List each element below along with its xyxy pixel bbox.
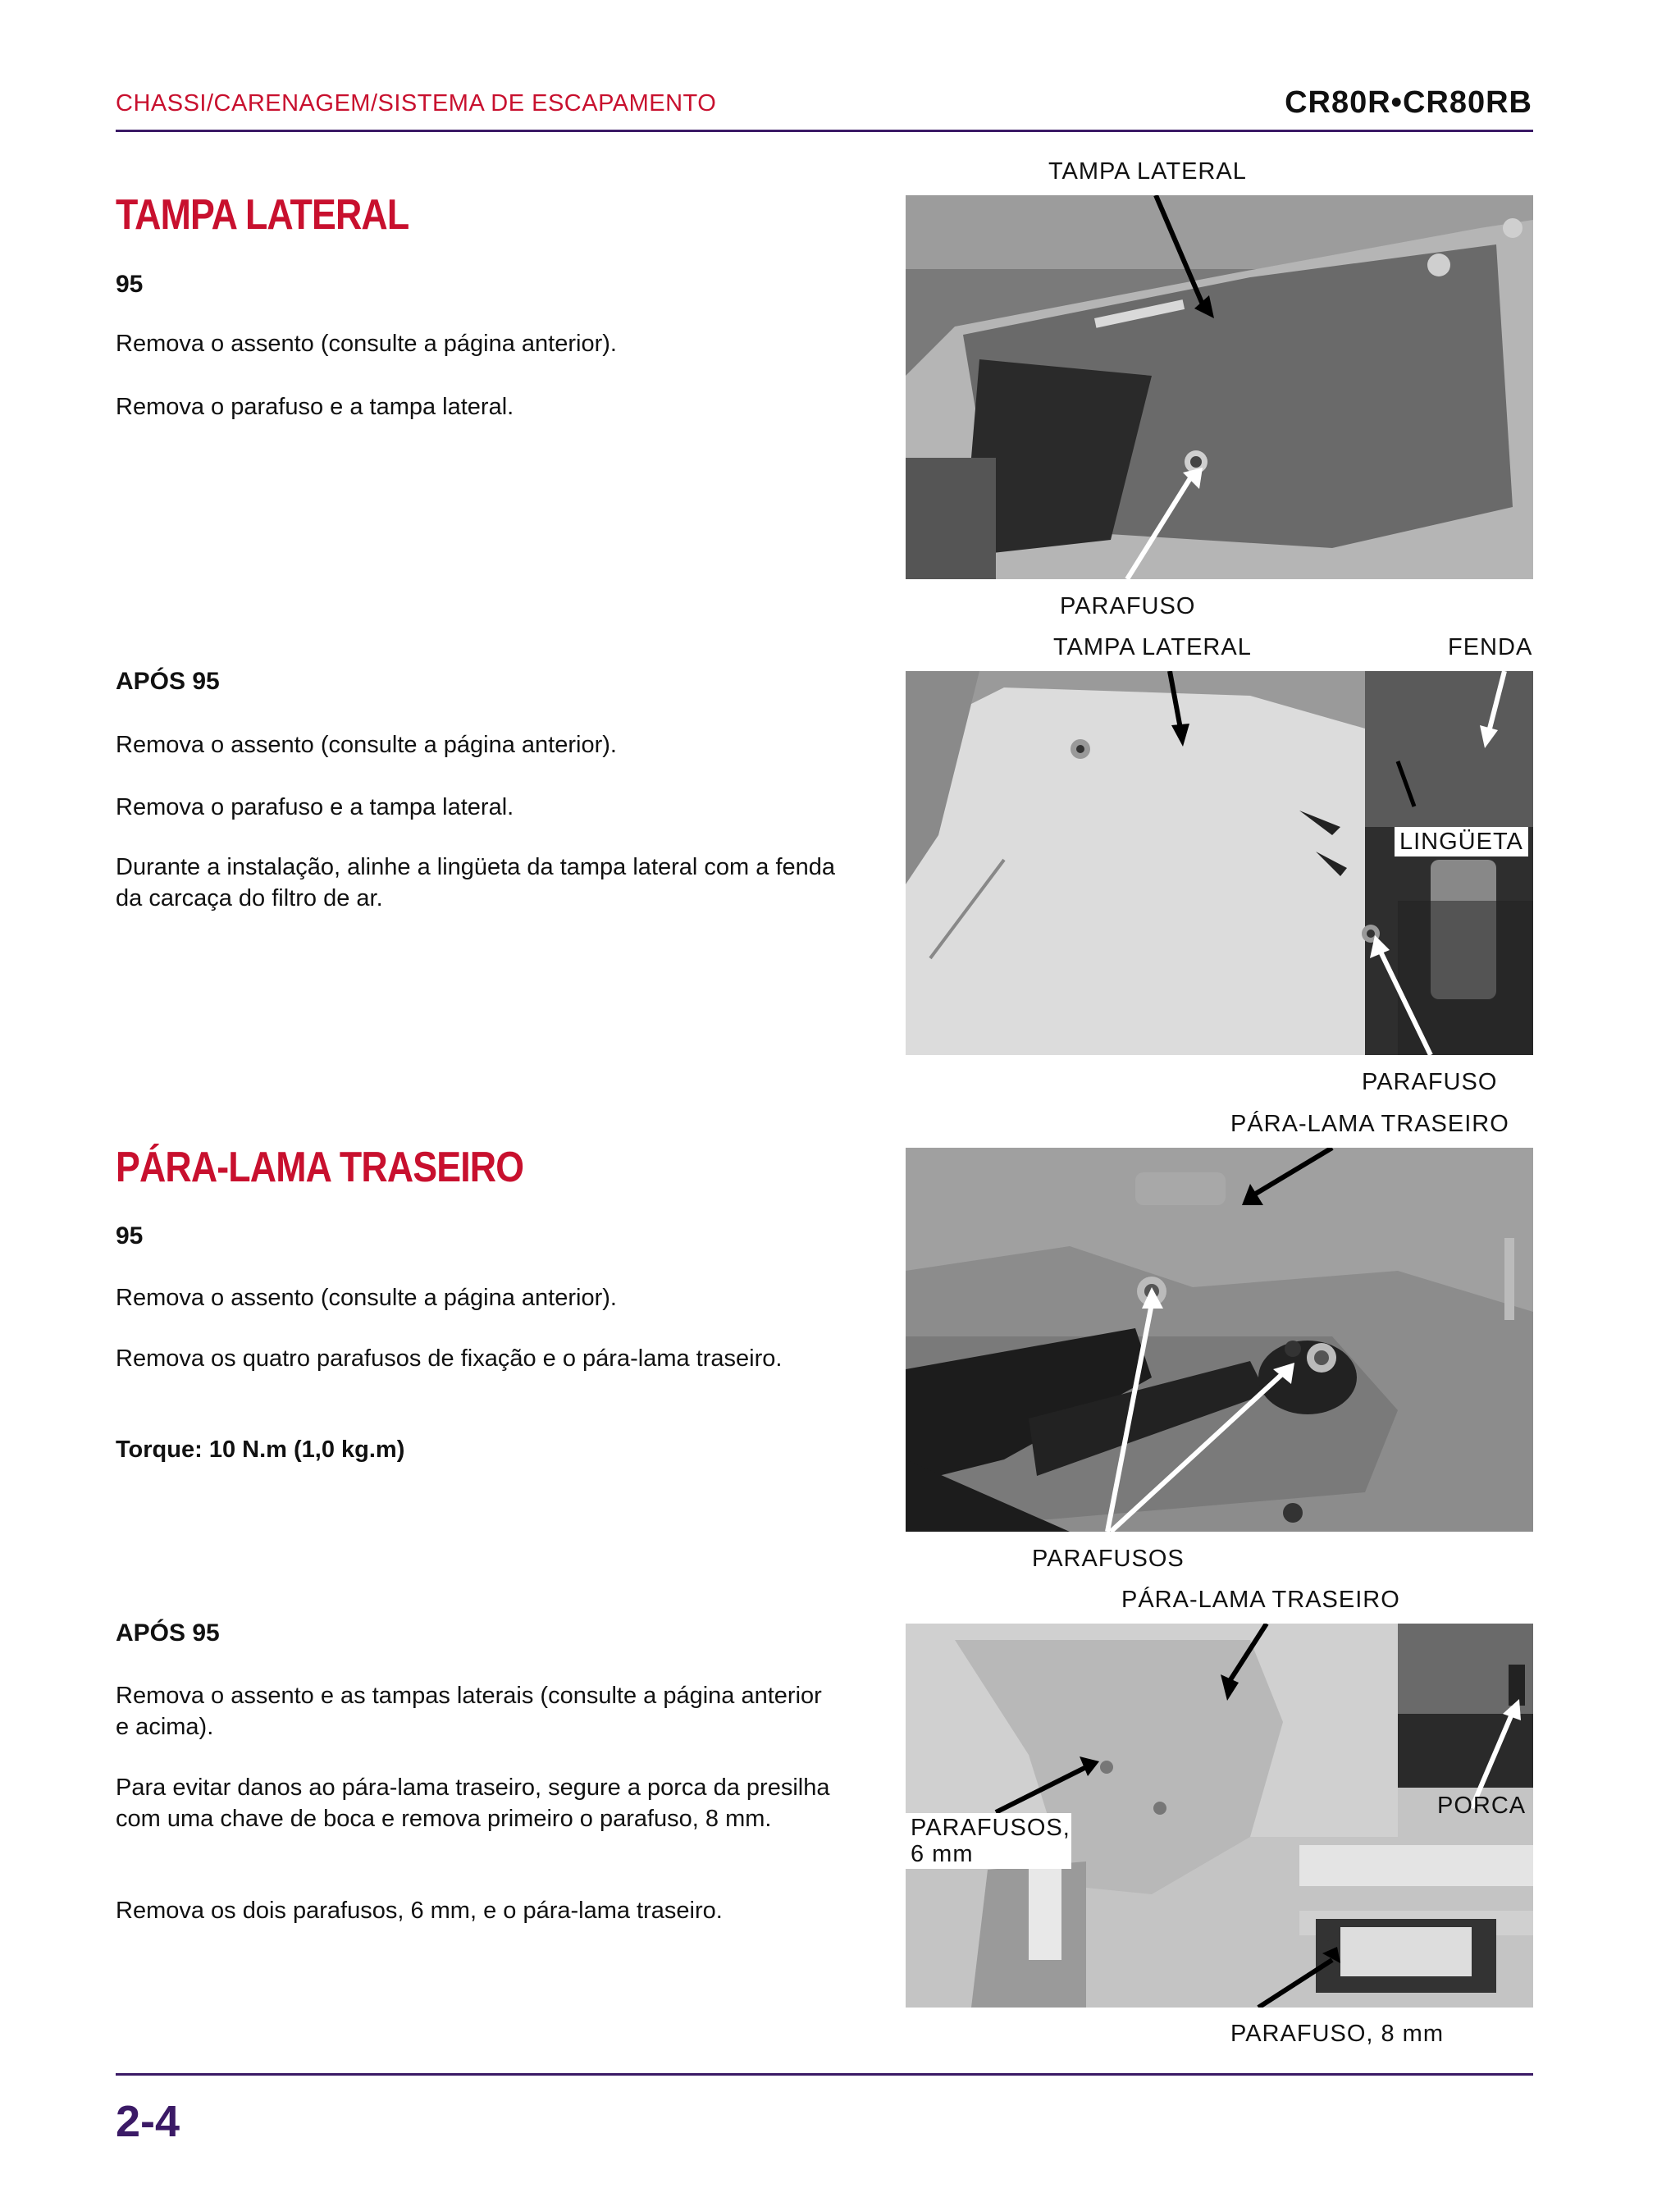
instruction-paragraph: Remova o assento (consulte a página anterior). <box>116 331 617 357</box>
photo-side-cover-2 <box>906 671 1533 1055</box>
figure-label: PÁRA-LAMA TRASEIRO <box>1230 1111 1509 1137</box>
block-subtitle: 95 <box>116 1222 144 1249</box>
instruction-paragraph: Remova o assento (consulte a página anterior). <box>116 732 617 758</box>
figure-label: PARAFUSO <box>1060 593 1196 619</box>
torque-spec: Torque: 10 N.m (1,0 kg.m) <box>116 1437 405 1463</box>
instruction-paragraph: Durante a instalação, alinhe a lingüeta da tampa lateral com a fenda da carcaça do filtro de ar. <box>116 854 836 911</box>
block-subtitle: APÓS 95 <box>116 1619 220 1647</box>
figure-label: PARAFUSOS <box>1032 1546 1185 1572</box>
instruction-paragraph: Remova o assento e as tampas laterais (consulte a página anterior e acima). <box>116 1683 822 1740</box>
section-title-tampa-lateral: TAMPA LATERAL <box>116 191 409 239</box>
instruction-paragraph: Remova o parafuso e a tampa lateral. <box>116 394 514 420</box>
figure-label: TAMPA LATERAL <box>1048 158 1247 185</box>
instruction-paragraph: Remova os dois parafusos, 6 mm, e o pára-lama traseiro. <box>116 1898 723 1924</box>
figure-label: PARAFUSO, 8 mm <box>1230 2021 1444 2047</box>
section-header: CHASSI/CARENAGEM/SISTEMA DE ESCAPAMENTO <box>116 90 717 116</box>
footer-divider <box>116 2073 1533 2076</box>
page-number: 2-4 <box>116 2097 180 2146</box>
model-header: CR80R•CR80RB <box>1285 85 1532 120</box>
instruction-paragraph: Para evitar danos ao pára-lama traseiro, segure a porca da presilha com uma chave de boca e remova primeiro o parafuso, 8 mm. <box>116 1775 830 1832</box>
photo-rear-fender-1 <box>906 1148 1533 1532</box>
figure-label: TAMPA LATERAL <box>1053 634 1252 660</box>
header-divider <box>116 130 1533 132</box>
figure-label: PORCA <box>1437 1793 1527 1819</box>
instruction-paragraph: Remova o assento (consulte a página anterior). <box>116 1285 617 1311</box>
block-subtitle: 95 <box>116 271 144 298</box>
block-subtitle: APÓS 95 <box>116 668 220 695</box>
figure-label: PARAFUSO <box>1362 1069 1498 1095</box>
figure-label: FENDA <box>1448 634 1533 660</box>
instruction-paragraph: Remova os quatro parafusos de fixação e o pára-lama traseiro. <box>116 1345 783 1372</box>
instruction-paragraph: Remova o parafuso e a tampa lateral. <box>116 794 514 820</box>
section-title-para-lama-traseiro: PÁRA-LAMA TRASEIRO <box>116 1144 524 1191</box>
figure-label: LINGÜETA <box>1395 827 1528 856</box>
photo-side-cover-1 <box>906 195 1533 579</box>
figure-label: PÁRA-LAMA TRASEIRO <box>1121 1587 1400 1613</box>
figure-label: PARAFUSOS, 6 mm <box>906 1813 1071 1869</box>
